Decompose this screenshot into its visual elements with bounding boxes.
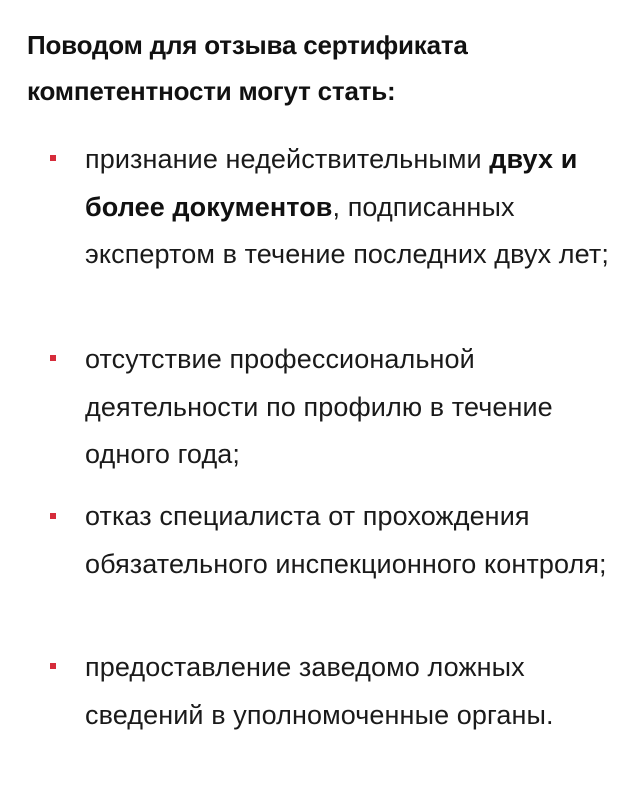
bullet-marker-icon <box>50 513 56 519</box>
list-item-text: предоставление заведомо ложных сведений в уполномоченные органы. <box>85 652 554 730</box>
page-heading: Поводом для отзыва сертификата компетентности могут стать: <box>27 30 468 106</box>
bullet-marker-icon <box>50 355 56 361</box>
list-item-text-end: , подписанных экспертом в течение последних двух лет; <box>85 191 609 269</box>
bullet-marker-icon <box>50 155 56 161</box>
list-item-text-start: признание недействительными <box>85 144 490 174</box>
list-item-text: отказ специалиста от прохождения обязательного инспекционного контроля; <box>85 501 607 579</box>
list-item-text-bold: двух и более документов <box>85 144 578 222</box>
bullet-marker-icon <box>50 663 56 669</box>
list-item-text <box>85 136 630 279</box>
list-item-text: отсутствие профессиональной деятельности по профилю в течение одного года; <box>85 344 553 469</box>
